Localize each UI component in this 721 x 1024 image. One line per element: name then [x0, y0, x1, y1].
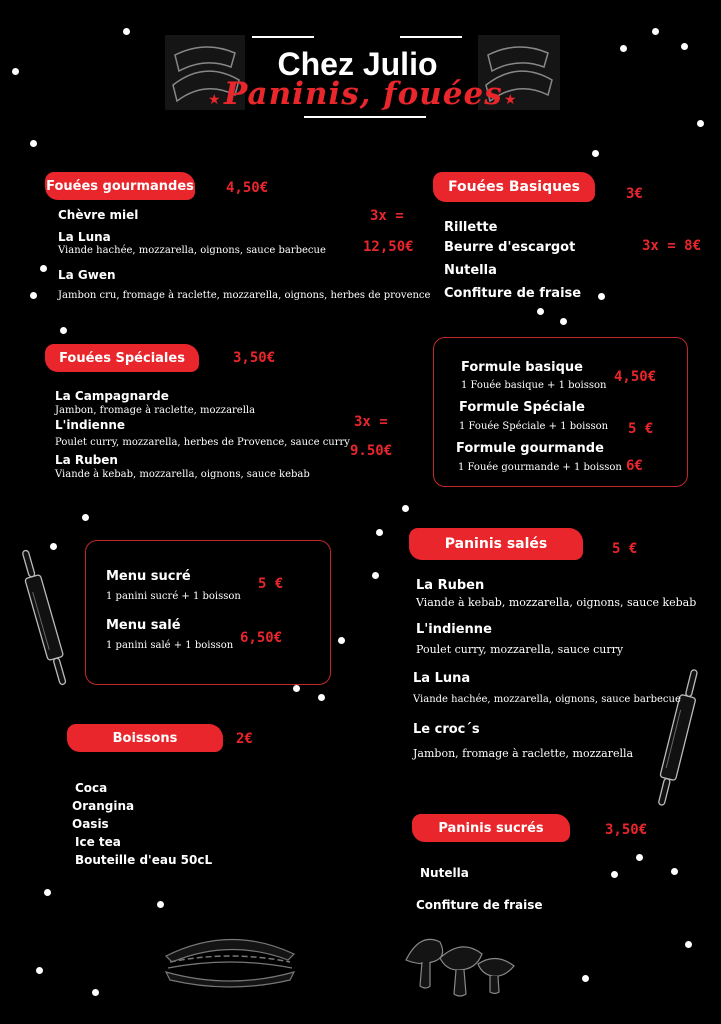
- rolling-pin-icon: [652, 665, 704, 810]
- item-name: Le croc´s: [413, 722, 480, 737]
- formule-price: 4,50€: [614, 369, 657, 385]
- formule-desc: 1 Fouée basique + 1 boisson: [461, 380, 607, 391]
- menus-box: [85, 540, 331, 685]
- star-icon: ★: [208, 92, 221, 108]
- item-name: Confiture de fraise: [444, 286, 582, 301]
- item-desc: Jambon, fromage à raclette, mozzarella: [55, 405, 256, 416]
- item-name: La Gwen: [58, 268, 116, 282]
- item-name: Nutella: [420, 866, 469, 880]
- section-label: Paninis salés: [409, 528, 583, 560]
- formule-price: 6€: [626, 458, 643, 474]
- section-label: Fouées gourmandes: [45, 172, 195, 200]
- header-line: [400, 36, 462, 38]
- menu-price: 6,50€: [240, 630, 283, 646]
- item-name: La Luna: [58, 230, 111, 244]
- item-desc: Jambon cru, fromage à raclette, mozzarella, oignons, herbes de provence: [58, 290, 431, 301]
- section-label: Boissons: [67, 724, 223, 752]
- deal-price: 9.50€: [350, 443, 393, 459]
- menu-name: Menu sucré: [106, 569, 191, 584]
- drink-item: Orangina: [72, 799, 135, 813]
- item-desc: Viande à kebab, mozzarella, oignons, sauce kebab: [55, 469, 310, 480]
- section-price: 3€: [626, 186, 643, 202]
- restaurant-title: Chez Julio: [277, 46, 438, 82]
- menu-name: Menu salé: [106, 618, 181, 633]
- deal-label: 3x =: [354, 414, 388, 430]
- drink-item: Coca: [75, 781, 108, 795]
- star-icon: ★: [504, 92, 517, 108]
- section-label: Paninis sucrés: [412, 814, 570, 842]
- item-name: L'indienne: [55, 418, 126, 432]
- item-desc: Poulet curry, mozzarella, herbes de Provence, sauce curry: [55, 437, 350, 448]
- item-desc: Viande hachée, mozzarella, oignons, sauce barbecue: [413, 694, 681, 705]
- menu-desc: 1 panini salé + 1 boisson: [106, 640, 234, 651]
- drink-item: Bouteille d'eau 50cL: [75, 853, 213, 867]
- section-price: 2€: [236, 731, 253, 747]
- deal: 3x = 8€: [642, 238, 702, 254]
- sandwich-icon: [160, 928, 300, 990]
- drink-item: Ice tea: [75, 835, 121, 849]
- mushroom-icon: [400, 930, 520, 998]
- formule-name: Formule basique: [461, 360, 583, 375]
- section-label: Fouées Basiques: [433, 172, 595, 202]
- item-name: Confiture de fraise: [416, 898, 543, 912]
- section-price: 5 €: [612, 541, 638, 557]
- formule-name: Formule Spéciale: [459, 400, 585, 415]
- item-name: Rillette: [444, 220, 498, 235]
- formule-desc: 1 Fouée Spéciale + 1 boisson: [459, 421, 609, 432]
- menu-desc: 1 panini sucré + 1 boisson: [106, 591, 241, 602]
- item-name: Beurre d'escargot: [444, 240, 576, 255]
- item-name: La Ruben: [416, 578, 485, 593]
- header-line: [252, 36, 314, 38]
- item-desc: Viande à kebab, mozzarella, oignons, sauce kebab: [416, 596, 697, 609]
- deal-price: 12,50€: [363, 239, 414, 255]
- item-name: La Campagnarde: [55, 389, 169, 403]
- rolling-pin-icon: [18, 545, 70, 690]
- header-line: [304, 116, 426, 118]
- item-name: Chèvre miel: [58, 208, 139, 222]
- item-desc: Viande hachée, mozzarella, oignons, sauce barbecue: [58, 245, 326, 256]
- formule-price: 5 €: [628, 421, 654, 437]
- section-label: Fouées Spéciales: [45, 344, 199, 372]
- drink-item: Oasis: [72, 817, 109, 831]
- menu-price: 5 €: [258, 576, 284, 592]
- section-price: 3,50€: [605, 822, 648, 838]
- formule-name: Formule gourmande: [456, 441, 604, 456]
- formule-desc: 1 Fouée gourmande + 1 boisson: [458, 462, 622, 473]
- item-name: La Luna: [413, 671, 471, 686]
- item-desc: Jambon, fromage à raclette, mozzarella: [413, 747, 634, 760]
- item-name: L'indienne: [416, 622, 492, 637]
- deal-label: 3x =: [370, 208, 404, 224]
- section-price: 4,50€: [226, 180, 269, 196]
- item-name: La Ruben: [55, 453, 118, 467]
- section-price: 3,50€: [233, 350, 276, 366]
- restaurant-subtitle: Paninis, fouées: [224, 76, 503, 112]
- item-name: Nutella: [444, 263, 497, 278]
- item-desc: Poulet curry, mozzarella, sauce curry: [416, 643, 624, 656]
